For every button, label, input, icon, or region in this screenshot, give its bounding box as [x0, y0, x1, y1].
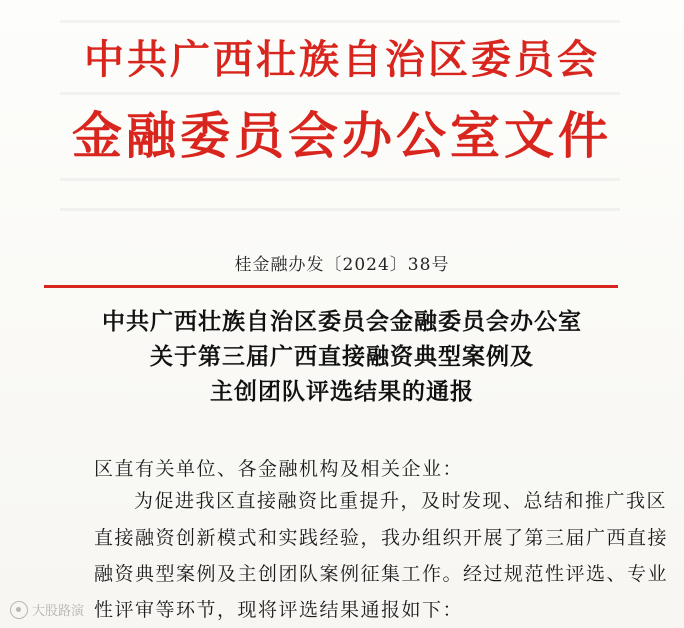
watermark-logo-icon [10, 601, 28, 619]
paragraph-line: 融资典型案例及主创团队案例征集工作。经过规范性评选、专业 [94, 563, 669, 585]
paragraph-line: 为促进我区直接融资比重提升，及时发现、总结和推广我区 [134, 490, 668, 512]
bleed-through-line [60, 92, 620, 95]
salutation: 区直有关单位、各金融机构及相关企业： [94, 458, 464, 480]
paragraph-line: 直接融资创新模式和实践经验，我办组织开展了第三届广西直接 [94, 527, 669, 549]
masthead-document-type: 金融委员会办公室文件 [72, 107, 612, 165]
bleed-through-line [60, 178, 620, 181]
document-number: 桂金融办发〔2024〕38号 [234, 255, 450, 275]
masthead-issuer: 中共广西壮族自治区委员会 [84, 37, 600, 83]
watermark-text: 大股路演 [32, 604, 85, 619]
bleed-through-line [60, 20, 620, 23]
document-title-line-3: 主创团队评选结果的通报 [210, 378, 474, 405]
document-title-line-2: 关于第三届广西直接融资典型案例及 [150, 343, 534, 370]
paragraph-line: 性评审等环节，现将评选结果通报如下： [94, 599, 464, 621]
document-title-line-1: 中共广西壮族自治区委员会金融委员会办公室 [102, 308, 582, 335]
red-separator-rule [44, 285, 618, 288]
watermark [10, 600, 84, 619]
bleed-through-line [60, 208, 620, 211]
